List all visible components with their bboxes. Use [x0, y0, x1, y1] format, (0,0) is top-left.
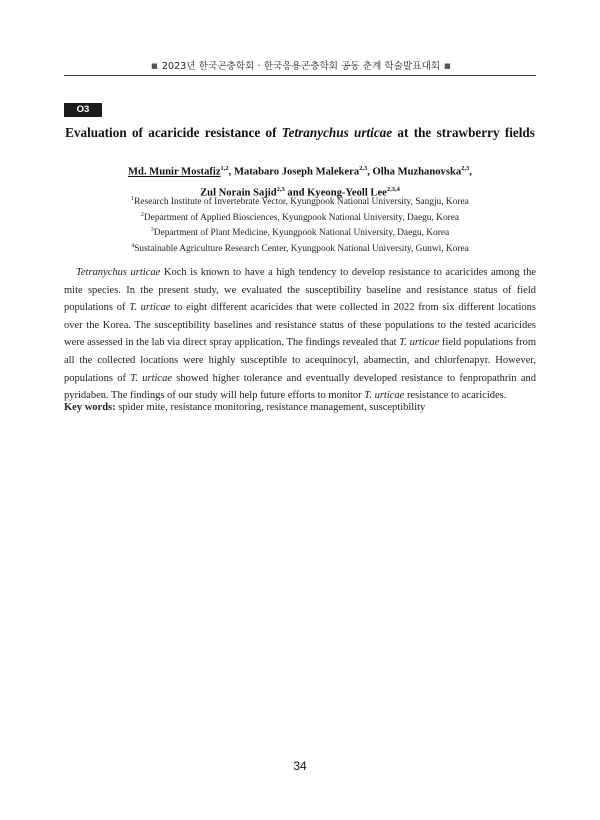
species-name: T. urticae	[130, 372, 172, 384]
header-divider	[64, 75, 536, 76]
author-affil-sup: 2,3	[461, 165, 470, 172]
page-number: 34	[293, 759, 307, 773]
affiliation-text: Department of Plant Medicine, Kyungpook National University, Daegu, Korea	[153, 228, 450, 239]
affiliation-list	[60, 193, 540, 256]
affiliation-item	[60, 224, 540, 240]
author-name: Matabaro Joseph Malekera	[233, 166, 360, 178]
author-name: Olha Muzhanovska	[372, 166, 462, 178]
author-affil-sup: 2,3,4	[386, 185, 400, 193]
title-prefix: Evaluation of acaricide resistance of	[65, 125, 282, 140]
affiliation-text: Research Institute of Invertebrate Vector, Kyungpook National University, Sangju, Korea	[134, 197, 469, 208]
author-affil-sup: 2,3	[359, 165, 368, 172]
conference-title: 2023년 한국곤충학회 · 한국응용곤충학회 공동 춘계 학술발표대회	[161, 61, 441, 72]
paper-title	[50, 125, 550, 141]
author-sep: ,	[469, 166, 472, 178]
author-affil-sup: 1,2	[220, 165, 229, 172]
affiliation-sup: 1	[131, 196, 135, 202]
author-sep: ,	[228, 166, 234, 178]
species-name: T. urticae	[399, 337, 440, 349]
abstract-text: to eight different acaricides that were collected in 2022 from six different locations over the Korea. The susceptibility baselines and resistance status of these populations to the tested acaricides were assessed in the lab via direct spray application. The findings revealed that	[64, 302, 536, 349]
author-sep: and	[284, 187, 308, 199]
abstract-text: field populations from all the collected locations were highly susceptible to acequinocyl, abamectin, and chlorfenapyr. However, populations of	[64, 337, 536, 384]
abstract-text: showed higher tolerance and eventually developed resistance to fenpropathrin and pyridaben. The findings of our study will help future efforts to monitor	[64, 372, 536, 402]
keywords-label: Key words:	[64, 402, 116, 413]
species-name: T. urticae	[129, 302, 171, 314]
title-suffix: at the strawberry fields	[392, 125, 535, 140]
abstract-text: resistance to acaricides.	[404, 390, 507, 402]
affiliation-item	[60, 240, 540, 256]
author-name: Zul Norain Sajid	[200, 187, 277, 199]
author-name: Md. Munir Mostafiz	[128, 166, 221, 178]
abstract-paragraph	[64, 264, 536, 405]
abstract-body	[64, 264, 536, 405]
author-sep: ,	[367, 166, 373, 178]
square-bullet-icon: ■	[151, 62, 158, 70]
species-name: T. urticae	[364, 390, 405, 402]
conference-header	[66, 58, 536, 72]
affiliation-text: Sustainable Agriculture Research Center, Kyungpook National University, Gunwi, Korea	[134, 244, 469, 254]
species-name: Tetranychus urticae	[76, 267, 161, 278]
keywords-text: spider mite, resistance monitoring, resistance management, susceptibility	[115, 402, 426, 413]
session-badge: O3	[64, 103, 102, 117]
author-name: Kyeong-Yeoll Lee	[307, 187, 387, 199]
keywords-line	[64, 402, 536, 413]
affiliation-item	[60, 193, 540, 209]
title-species: Tetranychus urticae	[281, 125, 393, 140]
affiliation-sup: 2	[140, 211, 144, 218]
affiliation-item	[60, 209, 540, 225]
abstract-text: Koch is known to have a high tendency to develop resistance to acaricides among the mite species. In the present study, we evaluated the susceptibility baseline and resistance status of field populations of	[64, 267, 536, 314]
affiliation-sup: 3	[150, 227, 154, 234]
affiliation-text: Department of Applied Biosciences, Kyungpook National University, Daegu, Korea	[143, 212, 460, 223]
author-affil-sup: 2,3	[276, 185, 285, 193]
square-bullet-icon: ■	[444, 62, 451, 70]
affiliation-sup: 4	[131, 242, 135, 249]
